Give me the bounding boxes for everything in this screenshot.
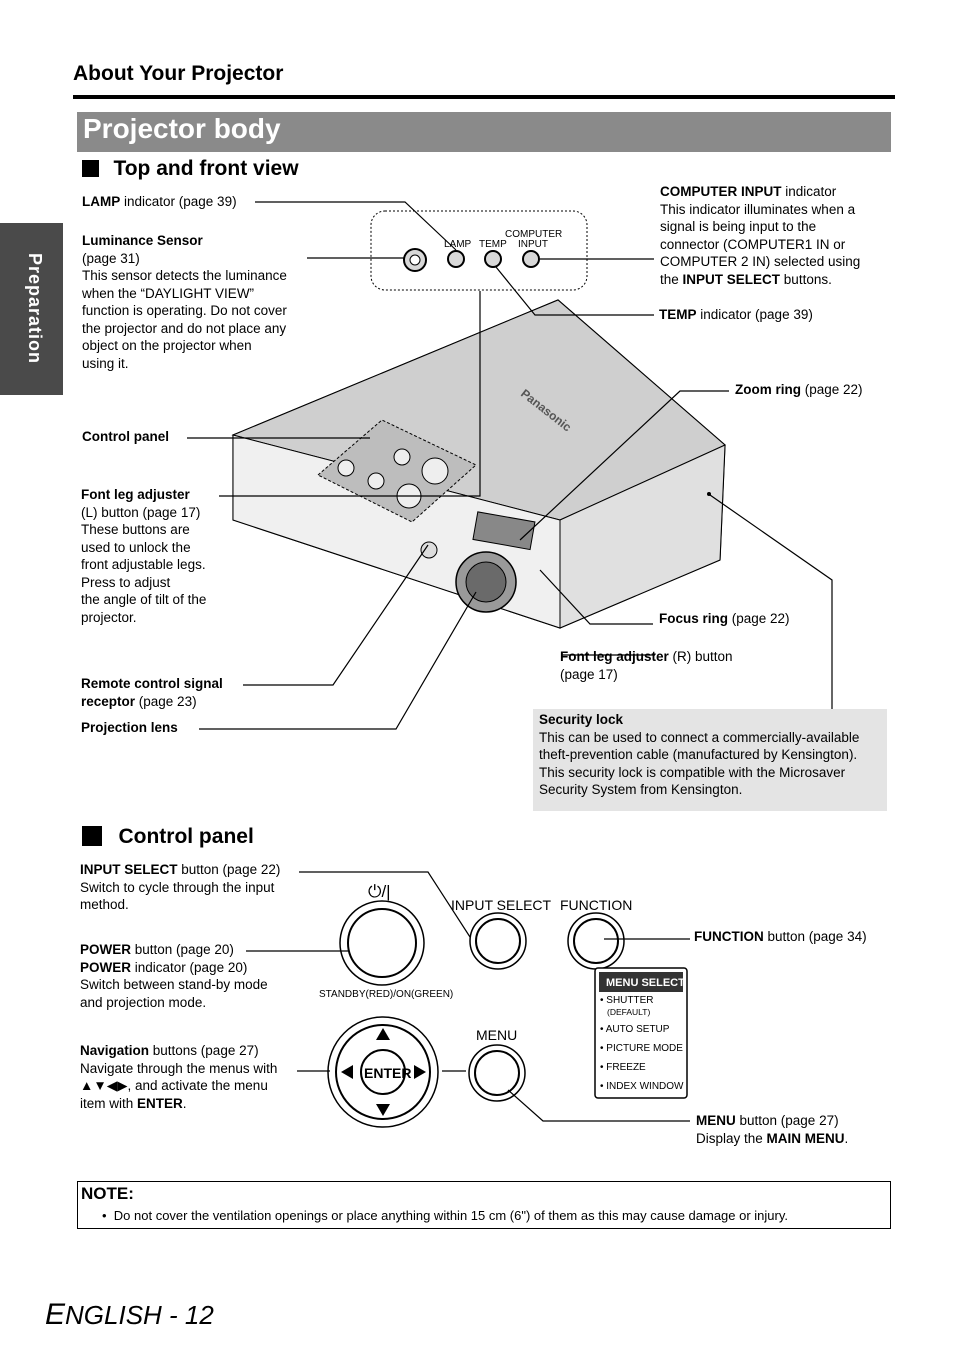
security-lock-box: Security lock This can be used to connect a commercially-available theft-prevention cable (manufactured by Kensington). This security lock is compatible with the Microsaver Security System from Kensington. (533, 709, 887, 811)
svg-text:FUNCTION: FUNCTION (560, 897, 633, 913)
power-symbol-icon: ⏻/| (368, 882, 391, 901)
remote-receptor-label: Remote control signal receptor (page 23) (81, 676, 223, 709)
svg-text:• FREEZE: • FREEZE (600, 1062, 646, 1073)
side-tab-label: Preparation (25, 253, 45, 365)
computer-input-label: COMPUTER INPUT indicator This indicator illuminates when a signal is being input to the connector (COMPUTER1 IN or COMPUTER 2 IN) selected using the INPUT SELECT buttons. (660, 184, 861, 287)
font-leg-l-label: Font leg adjuster (L) button (page 17) These buttons are used to unlock the front adjustable legs. Press to adjust the angle of tilt of the projector. (81, 487, 207, 625)
svg-text:(DEFAULT): (DEFAULT) (607, 1007, 651, 1017)
svg-text:MENU: MENU (476, 1027, 518, 1043)
note-box (77, 1181, 891, 1229)
svg-text:STANDBY(RED)/ON(GREEN): STANDBY(RED)/ON(GREEN) (319, 989, 454, 1000)
page-title: Projector body (83, 113, 281, 144)
page-footer: ENGLISH - 12 (45, 1298, 214, 1331)
control-panel-label: Control panel (82, 429, 169, 444)
svg-text:• INDEX WINDOW: • INDEX WINDOW (600, 1081, 684, 1092)
brand-logo: Panasonic (518, 386, 575, 435)
svg-text:ENTER: ENTER (364, 1065, 412, 1081)
svg-text:COMPUTER: COMPUTER (505, 229, 563, 240)
svg-text:INPUT SELECT: INPUT SELECT (451, 897, 552, 913)
input-select-label: INPUT SELECT button (page 22) Switch to cycle through the input method. (80, 862, 281, 912)
projection-lens-label: Projection lens (81, 720, 178, 735)
svg-text:MENU SELECT: MENU SELECT (606, 977, 685, 989)
svg-text:• PICTURE MODE: • PICTURE MODE (600, 1043, 683, 1054)
top-front-heading: Top and front view (82, 157, 299, 181)
svg-text:INPUT: INPUT (518, 239, 548, 250)
focus-ring-label: Focus ring (page 22) (659, 611, 790, 626)
control-panel-heading: Control panel (82, 825, 254, 849)
note-text: • Do not cover the ventilation openings or place anything within 15 cm (6") of them as this may cause damage or injury. (102, 1208, 789, 1223)
menu-label: MENU button (page 27) Display the MAIN MENU. (696, 1113, 849, 1146)
svg-text:• AUTO SETUP: • AUTO SETUP (600, 1024, 670, 1035)
luminance-label: Luminance Sensor (page 31) This sensor detects the luminance when the “DAYLIGHT VIEW” function is operating. Do not cover the projector and do not place any object on the projector when using it. (82, 233, 287, 371)
note-title: NOTE: (81, 1184, 134, 1203)
temp-label: TEMP indicator (page 39) (659, 307, 813, 322)
lamp-label: LAMP indicator (page 39) (82, 194, 237, 209)
zoom-ring-label: Zoom ring (page 22) (735, 382, 863, 397)
power-label: POWER button (page 20) POWER indicator (page 20) Switch between stand-by mode and projection mode. (80, 942, 268, 1010)
navigation-label: Navigation buttons (page 27) Navigate through the menus with ▲▼◀▶, and activate the menu item with ENTER. (80, 1043, 278, 1111)
section-header: About Your Projector (73, 62, 284, 85)
svg-text:• SHUTTER: • SHUTTER (600, 995, 654, 1006)
function-label: FUNCTION button (page 34) (694, 929, 867, 944)
svg-text:TEMP: TEMP (479, 239, 507, 250)
font-leg-r-label: Font leg adjuster (R) button (page 17) (560, 649, 733, 682)
svg-text:LAMP: LAMP (444, 239, 472, 250)
